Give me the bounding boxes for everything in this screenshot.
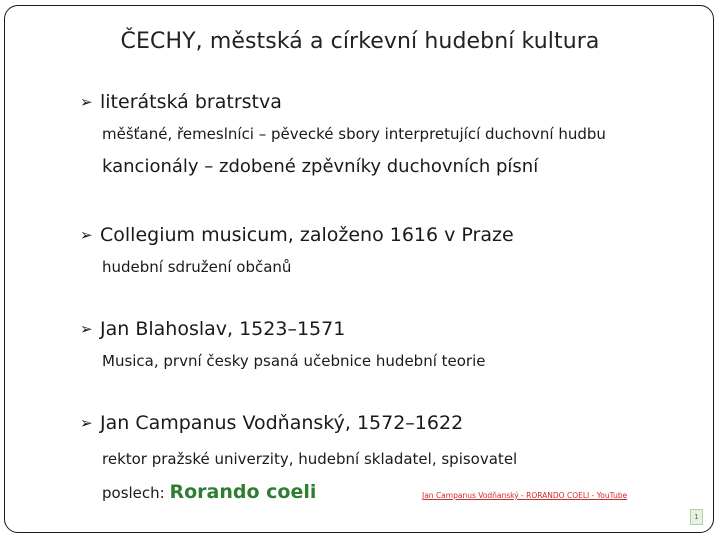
work-title: Rorando coeli [169, 481, 317, 503]
sub-line: rektor pražské univerzity, hudební skladatel, spisovatel [102, 450, 518, 468]
sub-line: Musica, první česky psaná učebnice hudební teorie [102, 352, 486, 370]
arrow-bullet-icon: ➢ [80, 93, 93, 111]
sub-line-kancionaly: kancionály – zdobené zpěvníky duchovních písní [102, 156, 539, 177]
bullet-jan-blahoslav [80, 317, 345, 341]
arrow-bullet-icon: ➢ [80, 226, 93, 244]
page-number: 1 [690, 509, 703, 525]
bullet-heading: Collegium musicum, založeno 1616 v Praze [100, 224, 514, 246]
listen-line [102, 482, 316, 503]
bullet-jan-campanus [80, 411, 463, 435]
slide-title: ČECHY, městská a církevní hudební kultura [120, 29, 600, 54]
bullet-literatska-bratrstva [80, 90, 282, 114]
arrow-bullet-icon: ➢ [80, 320, 93, 338]
sub-line: hudební sdružení občanů [102, 258, 292, 276]
bullet-collegium-musicum [80, 223, 514, 247]
sub-line: měšťané, řemeslníci – pěvecké sbory interpretující duchovní hudbu [102, 125, 606, 143]
bullet-heading: literátská bratrstva [100, 91, 282, 113]
bullet-heading: Jan Campanus Vodňanský, 1572–1622 [100, 412, 464, 434]
arrow-bullet-icon: ➢ [80, 414, 93, 432]
listen-label: poslech: [102, 484, 165, 502]
bullet-heading: Jan Blahoslav, 1523–1571 [100, 318, 346, 340]
youtube-link[interactable]: Jan Campanus Vodňanský - RORANDO COELI - YouTube [422, 491, 628, 500]
